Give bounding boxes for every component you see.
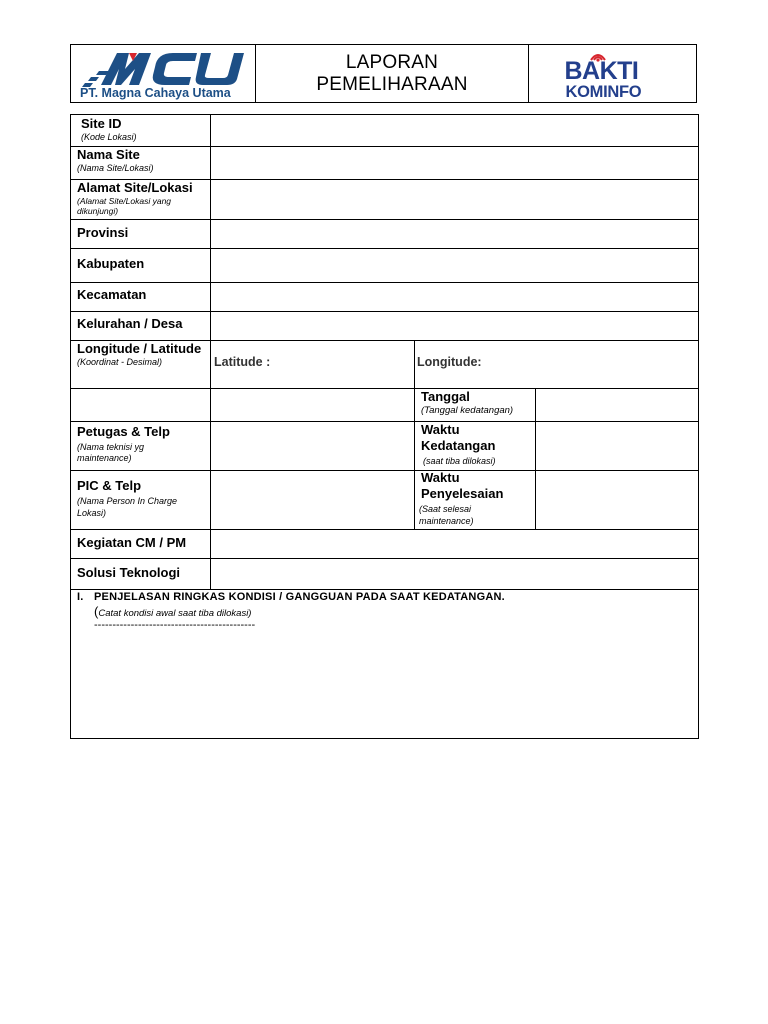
- pic-label-cell: [77, 478, 205, 519]
- site-id-hint: (Kode Lokasi): [81, 132, 137, 142]
- kabupaten-label: Kabupaten: [77, 256, 145, 271]
- tanggal-input[interactable]: [536, 389, 697, 421]
- alamat-label-cell: [77, 180, 209, 216]
- petugas-hint: (Nama teknisi yg maintenance): [77, 442, 145, 463]
- kabupaten-input[interactable]: [211, 249, 697, 282]
- blank-label-cell: [71, 389, 210, 421]
- tanggal-label: Tanggal: [421, 389, 470, 404]
- waktu-penyelesaian-hint: (Saat selesai maintenance): [419, 504, 474, 526]
- nama-site-input[interactable]: [211, 147, 697, 179]
- waktu-kedatangan-hint: (saat tiba dilokasi): [423, 456, 496, 466]
- kelurahan-label: Kelurahan / Desa: [77, 316, 183, 331]
- partner-logo-line1: BAKTI: [564, 56, 639, 85]
- petugas-label-cell: [77, 424, 205, 464]
- pic-label: PIC & Telp: [77, 478, 142, 493]
- alamat-hint: (Alamat Site/Lokasi yang dikunjungi): [77, 196, 172, 216]
- report-title-line2: PEMELIHARAAN: [316, 73, 468, 95]
- section-note-paren: (: [94, 604, 99, 619]
- provinsi-label-cell: [77, 225, 209, 241]
- kabupaten-label-cell: [77, 256, 209, 272]
- longlat-hint: (Koordinat - Desimal): [77, 357, 163, 367]
- solusi-label: Solusi Teknologi: [77, 565, 181, 580]
- longitude-label: Longitude:: [417, 355, 482, 369]
- section-title: PENJELASAN RINGKAS KONDISI / GANGGUAN PADA SAAT KEDATANGAN.: [94, 591, 505, 603]
- nama-site-label: Nama Site: [77, 147, 140, 162]
- nama-site-label-cell: [77, 147, 209, 174]
- kecamatan-label-cell: [77, 287, 209, 303]
- longlat-label: Longitude / Latitude: [77, 341, 202, 356]
- waktu-kedatangan-label-cell: [421, 422, 533, 467]
- row-divider: [71, 589, 698, 590]
- provinsi-label: Provinsi: [77, 225, 129, 240]
- kecamatan-input[interactable]: [211, 283, 697, 311]
- report-title-line1: LAPORAN: [345, 51, 439, 73]
- partner-logo-line2: KOMINFO: [565, 82, 642, 101]
- waktu-penyelesaian-input[interactable]: [536, 471, 697, 529]
- kelurahan-label-cell: [77, 316, 209, 332]
- company-name: PT. Magna Cahaya Utama: [80, 86, 231, 100]
- longlat-label-cell: [77, 341, 205, 368]
- site-id-input[interactable]: [211, 116, 697, 146]
- pic-hint: (Nama Person In Charge Lokasi): [77, 496, 178, 518]
- kecamatan-label: Kecamatan: [77, 287, 147, 302]
- alamat-label: Alamat Site/Lokasi: [77, 180, 193, 195]
- latitude-label: Latitude :: [214, 355, 271, 369]
- blank-input[interactable]: [211, 389, 414, 421]
- site-id-label: Site ID: [81, 116, 122, 131]
- site-id-label-cell: [81, 116, 209, 143]
- kelurahan-input[interactable]: [211, 312, 697, 340]
- alamat-input[interactable]: [211, 180, 697, 219]
- maintenance-form: [70, 114, 699, 739]
- report-title-cell: [256, 45, 529, 102]
- tanggal-label-cell: [421, 389, 533, 416]
- waktu-kedatangan-input[interactable]: [536, 422, 697, 470]
- section-note: Catat kondisi awal saat tiba dilokasi): [98, 608, 252, 619]
- tanggal-hint: (Tanggal kedatangan): [421, 405, 514, 416]
- section-dashes: --------------------------------------------: [94, 619, 256, 631]
- solusi-label-cell: [77, 565, 209, 581]
- pic-input[interactable]: [211, 471, 414, 529]
- kegiatan-label: Kegiatan CM / PM: [77, 535, 187, 550]
- petugas-input[interactable]: [211, 422, 414, 470]
- kegiatan-input[interactable]: [211, 530, 697, 558]
- waktu-penyelesaian-label-cell: [419, 470, 533, 527]
- report-header: [70, 44, 697, 103]
- kondisi-textarea[interactable]: [71, 635, 698, 738]
- company-logo-cell: [71, 45, 256, 102]
- solusi-input[interactable]: [211, 559, 697, 589]
- waktu-kedatangan-label: Waktu Kedatangan: [421, 422, 496, 453]
- kegiatan-label-cell: [77, 535, 209, 551]
- latitude-field[interactable]: [211, 341, 414, 388]
- bakti-kominfo-logo: [565, 48, 661, 100]
- section-number: I.: [77, 591, 84, 603]
- partner-logo-cell: [529, 45, 696, 102]
- longitude-field[interactable]: [415, 341, 697, 388]
- petugas-label: Petugas & Telp: [77, 424, 170, 439]
- waktu-penyelesaian-label: Waktu Penyelesaian: [421, 470, 504, 501]
- provinsi-input[interactable]: [211, 220, 697, 248]
- nama-site-hint: (Nama Site/Lokasi): [77, 163, 154, 173]
